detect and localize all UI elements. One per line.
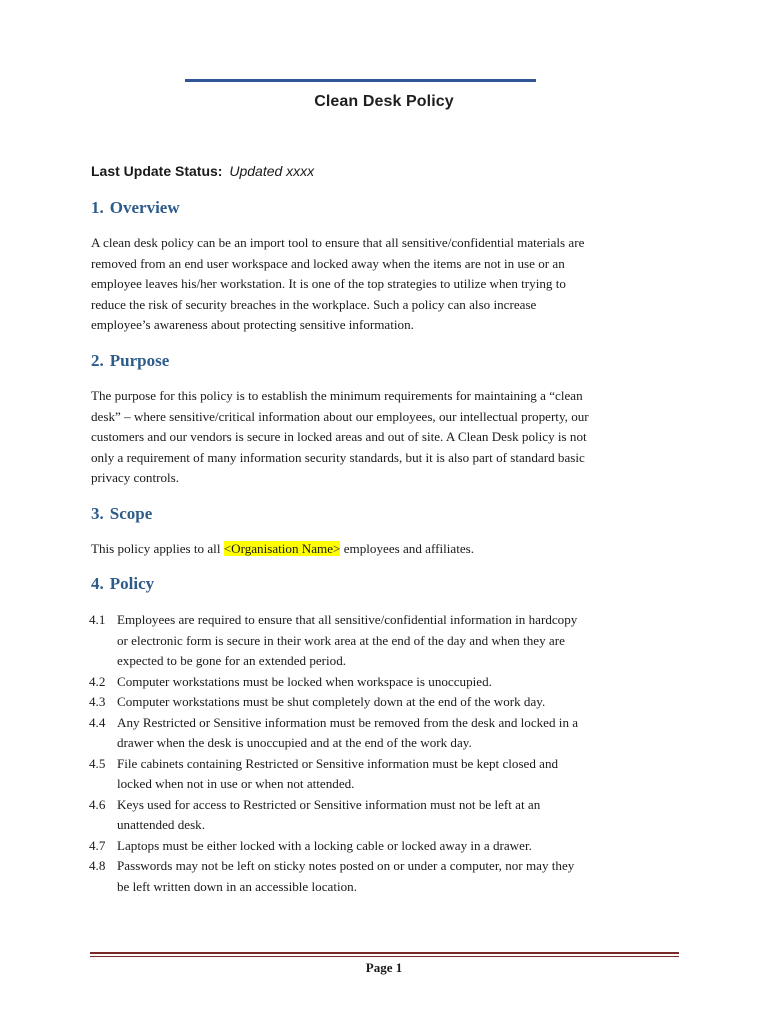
text-line: employee leaves his/her workstation. It is one of the top strategies to utilize when trying to bbox=[91, 276, 566, 291]
organisation-name-placeholder: <Organisation Name> bbox=[223, 541, 341, 556]
section-number: 1. bbox=[91, 198, 104, 217]
text-line: be left written down in an accessible location. bbox=[117, 878, 357, 894]
policy-item bbox=[89, 713, 679, 754]
section-heading-overview bbox=[91, 198, 180, 218]
purpose-paragraph bbox=[91, 386, 673, 489]
section-heading-scope bbox=[91, 504, 152, 524]
text-line: or electronic form is secure in their work area at the end of the day and when they are bbox=[117, 632, 565, 648]
text-line: Any Restricted or Sensitive information must be removed from the desk and locked in a bbox=[117, 714, 579, 730]
section-title: Overview bbox=[109, 198, 180, 217]
text-line: only a requirement of many information security standards, but it is also part of standard basic bbox=[91, 449, 585, 465]
text-line: privacy controls. bbox=[91, 470, 179, 485]
text-line: drawer when the desk is unoccupied and at the end of the work day. bbox=[117, 735, 472, 750]
policy-item bbox=[89, 692, 679, 713]
text-line: The purpose for this policy is to establish the minimum requirements for maintaining a “clean bbox=[91, 388, 583, 403]
policy-item-number: 4.3 bbox=[89, 694, 106, 709]
scope-text-after: employees and affiliates. bbox=[340, 541, 475, 556]
policy-item-number: 4.5 bbox=[89, 755, 106, 771]
policy-item bbox=[89, 672, 679, 693]
text-line: unattended desk. bbox=[117, 817, 205, 832]
section-title: Purpose bbox=[109, 351, 170, 370]
section-heading-purpose bbox=[91, 351, 169, 371]
header-rule bbox=[185, 79, 536, 82]
text-line: customers and our vendors is secure in locked areas and out of site. A Clean Desk policy is not bbox=[91, 429, 587, 444]
text-line: File cabinets containing Restricted or Sensitive information must be kept closed and bbox=[117, 755, 559, 771]
text-line: removed from an end user workspace and locked away when the items are not in use or an bbox=[91, 255, 565, 271]
policy-item-number: 4.8 bbox=[89, 858, 106, 873]
text-line: Keys used for access to Restricted or Sensitive information must not be left at an bbox=[117, 796, 541, 812]
policy-item-number: 4.6 bbox=[89, 796, 106, 812]
section-title: Scope bbox=[109, 504, 153, 523]
text-line: desk” – where sensitive/critical information about our employees, our intellectual property, our bbox=[91, 408, 589, 424]
section-title: Policy bbox=[109, 574, 155, 593]
status-label: Last Update Status: bbox=[91, 163, 223, 179]
policy-item-number: 4.4 bbox=[89, 714, 106, 730]
scope-text-before: This policy applies to all bbox=[91, 541, 224, 556]
policy-item bbox=[89, 610, 679, 672]
policy-item-number: 4.7 bbox=[89, 837, 106, 853]
section-number: 2. bbox=[91, 351, 104, 370]
footer-rule bbox=[90, 952, 679, 954]
text-line: Computer workstations must be shut completely down at the end of the work day. bbox=[117, 694, 546, 709]
policy-item-number: 4.1 bbox=[89, 612, 106, 627]
text-line: Laptops must be either locked with a locking cable or locked away in a drawer. bbox=[117, 837, 532, 853]
text-line: reduce the risk of security breaches in the workplace. Such a policy can also increase bbox=[91, 296, 537, 312]
text-line: employee’s awareness about protecting sensitive information. bbox=[91, 317, 414, 332]
overview-paragraph bbox=[91, 233, 673, 336]
footer-rule-thin bbox=[90, 956, 679, 957]
text-line: Employees are required to ensure that all sensitive/confidential information in hardcopy bbox=[117, 612, 578, 627]
policy-item bbox=[89, 856, 679, 897]
page-number bbox=[0, 960, 768, 976]
text-line: Passwords may not be left on sticky notes posted on or under a computer, nor may they bbox=[117, 858, 575, 873]
last-update-status bbox=[91, 163, 314, 179]
scope-paragraph bbox=[91, 539, 673, 560]
policy-item-number: 4.2 bbox=[89, 673, 106, 689]
section-number: 4. bbox=[91, 574, 104, 593]
policy-item bbox=[89, 754, 679, 795]
document-title: Clean Desk Policy bbox=[314, 93, 454, 110]
section-heading-policy bbox=[91, 574, 154, 594]
text-line: expected to be gone for an extended period. bbox=[117, 653, 347, 668]
policy-item bbox=[89, 836, 679, 857]
page-label: Page bbox=[365, 960, 393, 975]
text-line: Computer workstations must be locked when workspace is unoccupied. bbox=[117, 673, 492, 689]
page-number-value: 1 bbox=[395, 960, 403, 975]
policy-list bbox=[89, 610, 679, 897]
status-value: Updated xxxx bbox=[229, 163, 315, 179]
text-line: A clean desk policy can be an import tool to ensure that all sensitive/confidential materials are bbox=[91, 235, 585, 250]
section-number: 3. bbox=[91, 504, 104, 523]
policy-item bbox=[89, 795, 679, 836]
text-line: locked when not in use or when not attended. bbox=[117, 776, 355, 791]
